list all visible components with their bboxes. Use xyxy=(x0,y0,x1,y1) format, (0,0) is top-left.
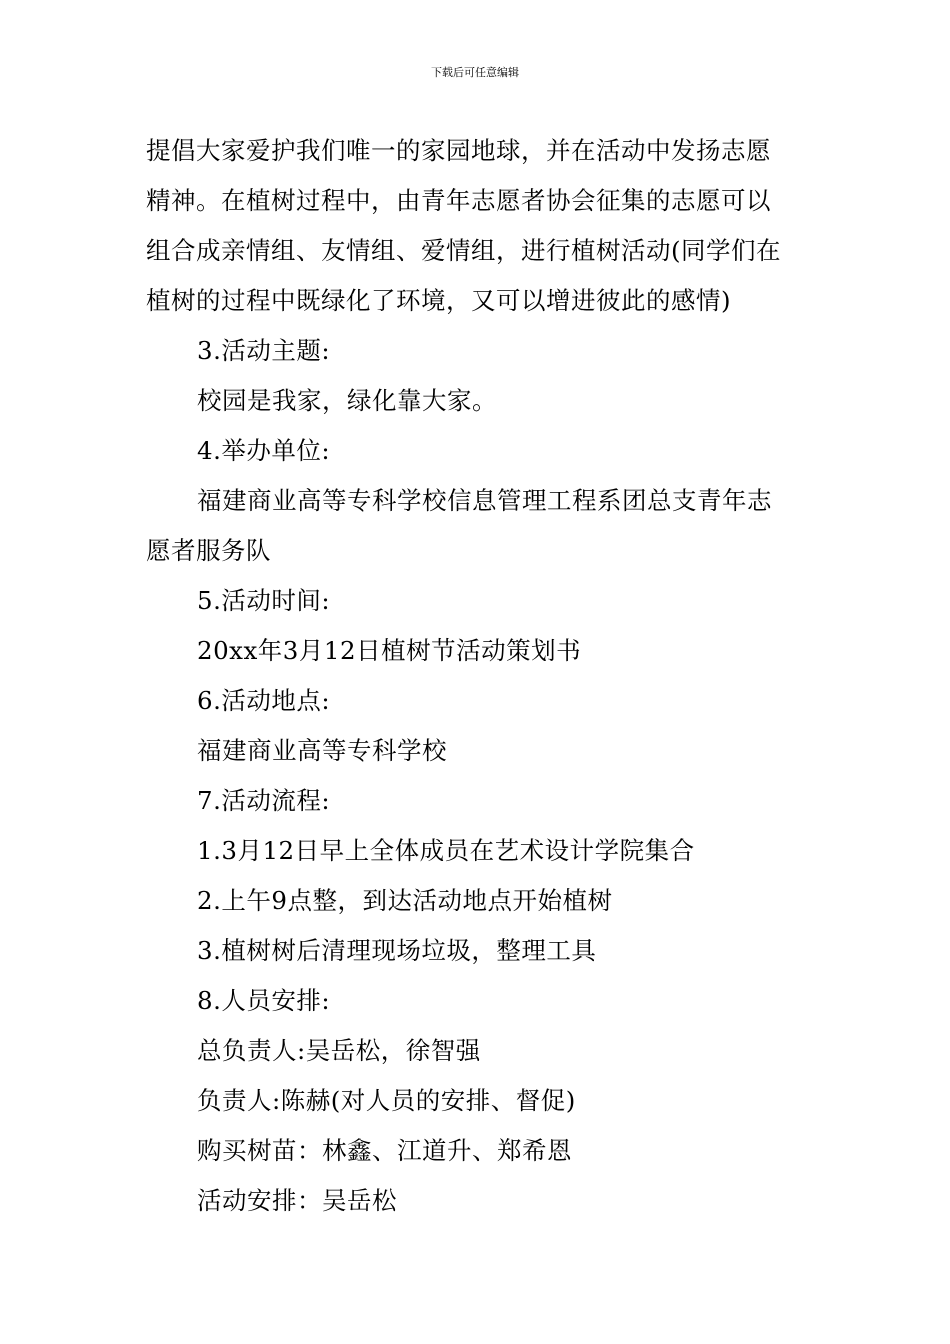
organizer-heading: 4.举办单位: xyxy=(197,436,331,465)
theme-heading: 3.活动主题: xyxy=(197,336,331,365)
organizer-line-2: 愿者服务队 xyxy=(146,536,271,565)
staff-item-4: 活动安排：吴岳松 xyxy=(197,1186,397,1215)
location-text: 福建商业高等专科学校 xyxy=(197,736,447,765)
process-step-3: 3.植树树后清理现场垃圾，整理工具 xyxy=(197,936,597,965)
theme-text: 校园是我家，绿化靠大家。 xyxy=(197,386,497,415)
location-heading: 6.活动地点: xyxy=(197,686,331,715)
process-step-2: 2.上午9点整，到达活动地点开始植树 xyxy=(197,886,613,915)
intro-line-4: 植树的过程中既绿化了环境，又可以增进彼此的感情) xyxy=(146,286,732,315)
process-step-1: 1.3月12日早上全体成员在艺术设计学院集合 xyxy=(197,836,695,865)
intro-line-3: 组合成亲情组、友情组、爱情组，进行植树活动(同学们在 xyxy=(146,236,782,265)
organizer-line-1: 福建商业高等专科学校信息管理工程系团总支青年志 xyxy=(197,486,772,515)
time-text: 20xx年3月12日植树节活动策划书 xyxy=(197,636,582,665)
process-heading: 7.活动流程: xyxy=(197,786,331,815)
staff-heading: 8.人员安排: xyxy=(197,986,331,1015)
staff-item-2: 负责人:陈赫(对人员的安排、督促) xyxy=(197,1086,576,1115)
time-heading: 5.活动时间: xyxy=(197,586,331,615)
document-body xyxy=(146,126,811,1226)
staff-item-3: 购买树苗：林鑫、江道升、郑希恩 xyxy=(197,1136,572,1165)
staff-item-1: 总负责人:吴岳松，徐智强 xyxy=(197,1036,481,1065)
intro-line-1: 提倡大家爱护我们唯一的家园地球，并在活动中发扬志愿 xyxy=(146,136,771,165)
intro-line-2: 精神。在植树过程中，由青年志愿者协会征集的志愿可以 xyxy=(146,186,771,215)
header-note: 下载后可任意编辑 xyxy=(431,66,519,79)
